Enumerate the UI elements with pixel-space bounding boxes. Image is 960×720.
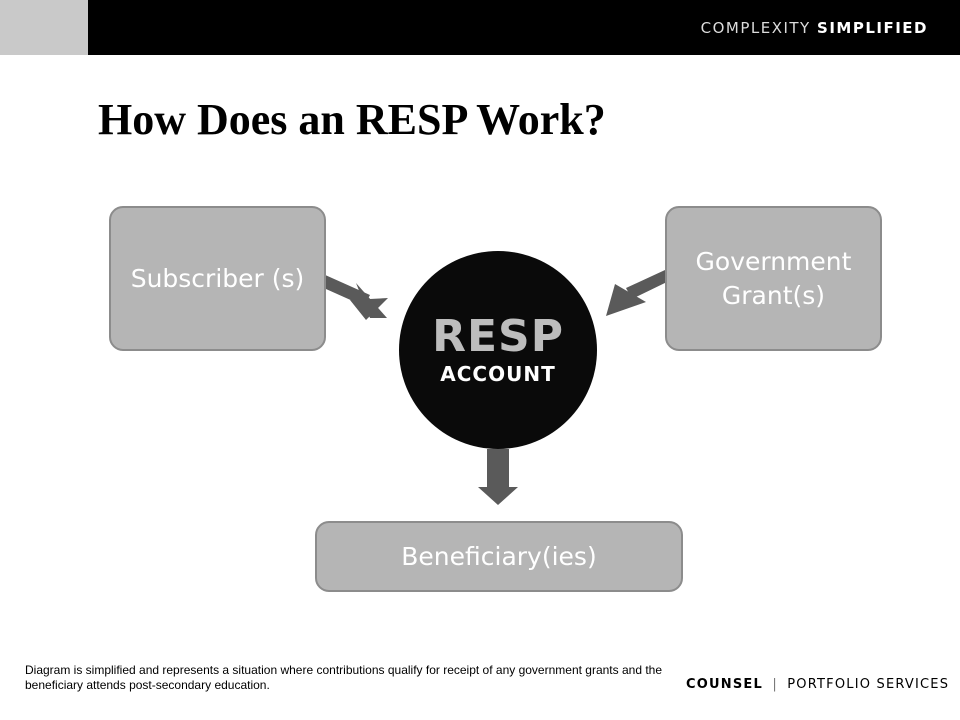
brand-name: COUNSEL [686, 677, 763, 692]
tagline-bold: SIMPLIFIED [817, 19, 928, 37]
government-grant-box [665, 206, 882, 351]
arrow-account-to-beneficiary [478, 449, 518, 505]
resp-account-circle [399, 251, 597, 449]
beneficiary-label: Beneficiary(ies) [401, 542, 597, 571]
account-label: ACCOUNT [440, 362, 556, 386]
resp-label: RESP [432, 311, 564, 362]
subscriber-label: Subscriber (s) [130, 264, 305, 293]
brand-tagline: PORTFOLIO SERVICES [787, 677, 950, 692]
government-label-line2: Grant(s) [721, 280, 826, 310]
brand-logo-text [686, 677, 949, 692]
arrow-subscriber-to-account [317, 274, 388, 320]
government-label-line1: Government [695, 246, 852, 276]
slide-title: How Does an RESP Work? [98, 95, 606, 144]
tagline-light: COMPLEXITY [700, 19, 811, 37]
subscriber-box [109, 206, 326, 351]
footnote: Diagram is simplified and represents a situation where contributions qualify for receipt of any government grants and the beneficiary attends post-secondary education. [25, 663, 663, 692]
brand-separator: | [772, 677, 778, 692]
arrow-government-to-account [606, 270, 669, 316]
beneficiary-box [315, 521, 683, 592]
